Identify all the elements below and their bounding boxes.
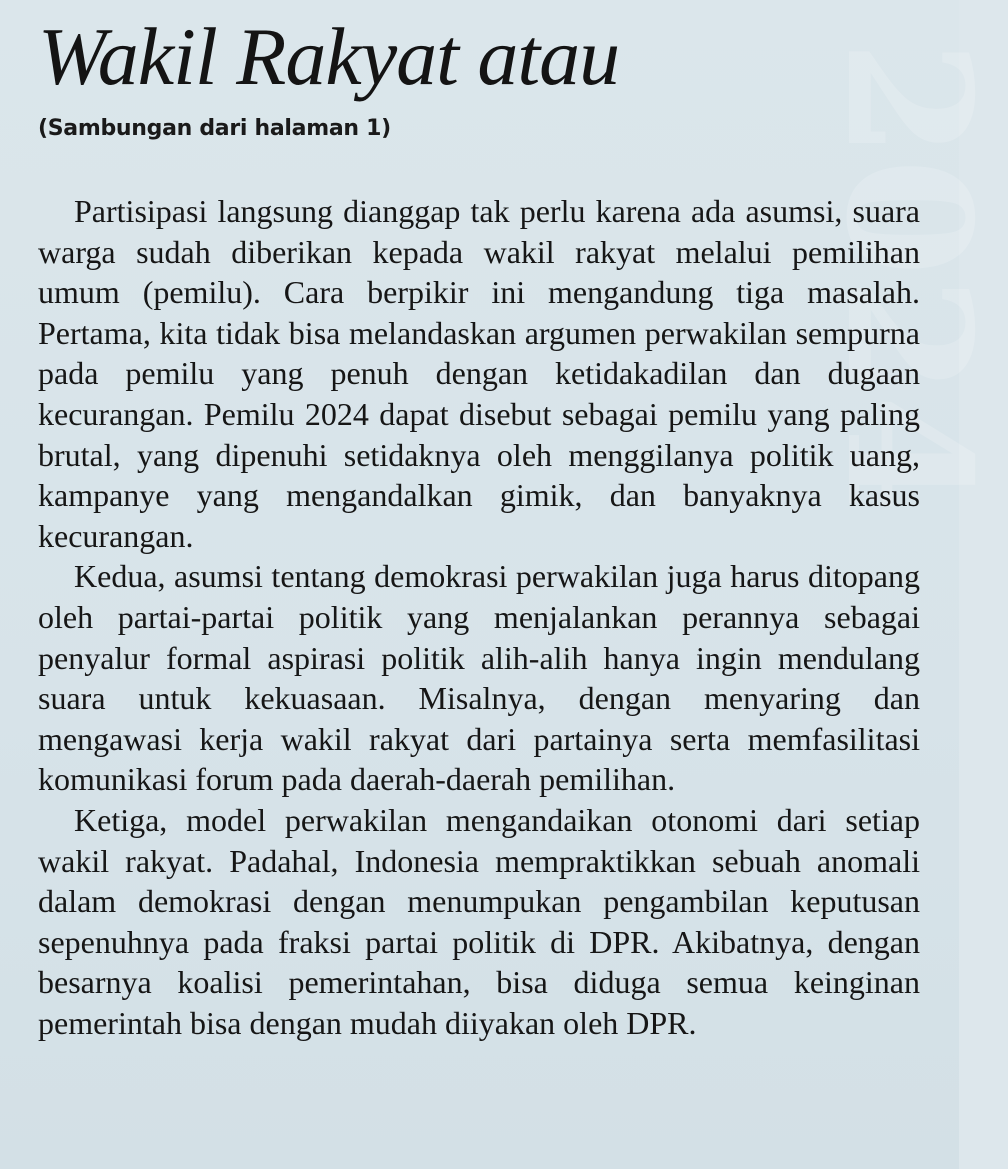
article-paragraph-2: Kedua, asumsi tentang demokrasi perwakilan juga harus ditopang oleh partai-partai politik yang menjalankan perannya sebagai penyalur formal aspirasi politik alih-alih hanya ingin mendulang suara untuk kekuasaan. Misalnya, dengan menyaring dan mengawasi kerja wakil rakyat dari partainya serta memfasilitasi komunikasi forum pada daerah-daerah pemilihan. — [38, 558, 920, 798]
background-watermark-digits: 2024 — [808, 40, 1008, 514]
article-paragraph-1: Partisipasi langsung dianggap tak perlu karena ada asumsi, suara warga sudah diberikan kepada wakil rakyat melalui pemilihan umum (pemilu). Cara berpikir ini mengandung tiga masalah. Pertama, kita tidak bisa melandaskan argumen perwakilan sempurna pada pemilu yang penuh dengan ketidakadilan dan dugaan kecurangan. Pemilu 2024 dapat disebut sebagai pemilu yang paling brutal, yang dipenuhi setidaknya oleh menggilanya politik uang, kampanye yang mengandalkan gimik, dan banyaknya kasus kecurangan. — [38, 193, 920, 554]
article-headline: Wakil Rakyat atau — [38, 11, 620, 102]
article-body — [38, 191, 920, 1043]
article-paragraph-3: Ketiga, model perwakilan mengandaikan otonomi dari setiap wakil rakyat. Padahal, Indonesia mempraktikkan sebuah anomali dalam demokrasi dengan menumpukan pengambilan keputusan sepenuhnya pada fraksi partai politik di DPR. Akibatnya, dengan besarnya koalisi pemerintahan, bisa diduga semua keinginan pemerintah bisa dengan mudah diiyakan oleh DPR. — [38, 801, 920, 1041]
continuation-note: (Sambungan dari halaman 1) — [38, 116, 391, 141]
